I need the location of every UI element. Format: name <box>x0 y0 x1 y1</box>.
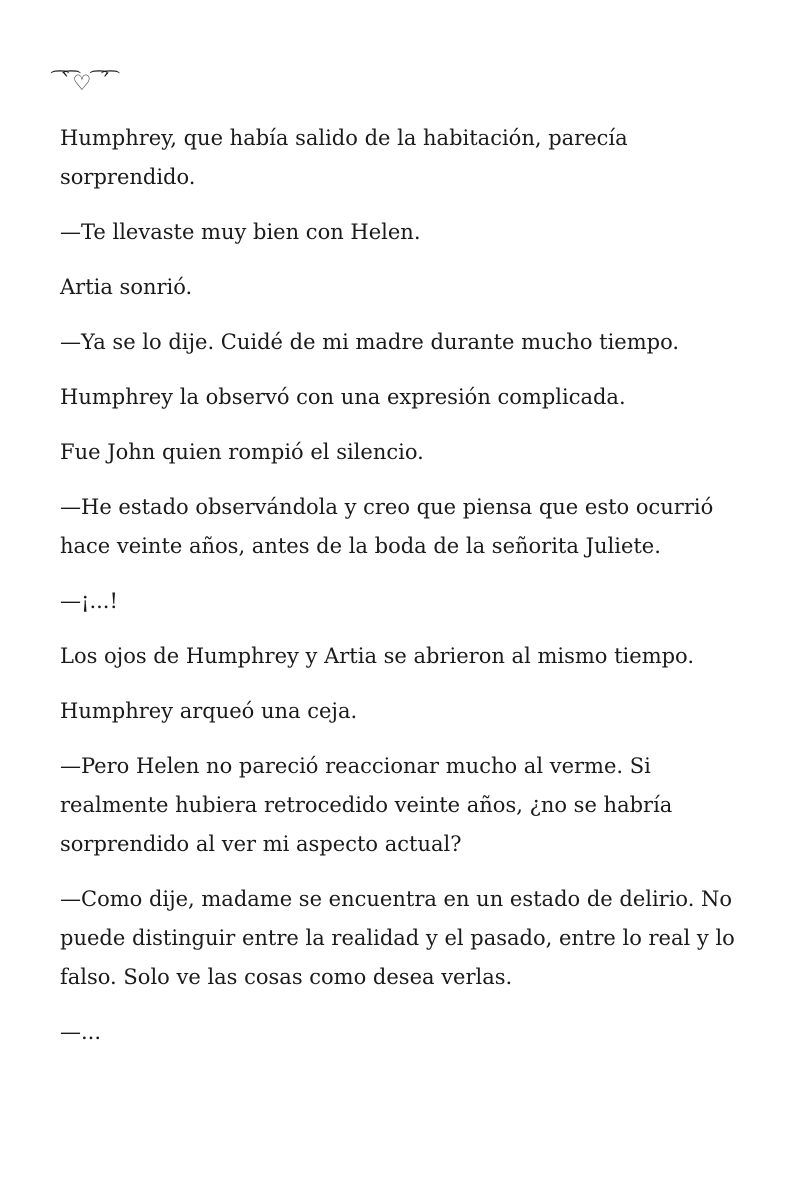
paragraph-7: —He estado observándola y creo que piensa que esto ocurrió hace veinte años, antes de la boda de la señorita Juliete. <box>60 495 714 558</box>
paragraph-3: Artia sonrió. <box>60 275 193 299</box>
paragraph-11: —Pero Helen no pareció reaccionar mucho al verme. Si realmente hubiera retrocedido veinte años, ¿no se habría sorprendido al ver mi aspecto actual? <box>60 754 673 856</box>
paragraph-12: —Como dije, madame se encuentra en un estado de delirio. No puede distinguir entre la realidad y el pasado, entre lo real y lo falso. Solo ve las cosas como desea verlas. <box>60 887 735 989</box>
paragraph-5: Humphrey la observó con una expresión complicada. <box>60 385 626 409</box>
paragraph-13: —... <box>60 1020 102 1044</box>
paragraph-8: —¡...! <box>60 589 118 613</box>
paragraph-1: Humphrey, que había salido de la habitación, parecía sorprendido. <box>60 126 628 189</box>
section-ornament: ͡`͡♡ ͡´͡ <box>60 71 112 95</box>
paragraph-2: —Te llevaste muy bien con Helen. <box>60 220 421 244</box>
paragraph-9: Los ojos de Humphrey y Artia se abrieron al mismo tiempo. <box>60 644 694 668</box>
paragraph-4: —Ya se lo dije. Cuidé de mi madre durante mucho tiempo. <box>60 330 680 354</box>
paragraph-6: Fue John quien rompió el silencio. <box>60 440 424 464</box>
reading-page <box>60 64 740 1068</box>
paragraph-10: Humphrey arqueó una ceja. <box>60 699 358 723</box>
